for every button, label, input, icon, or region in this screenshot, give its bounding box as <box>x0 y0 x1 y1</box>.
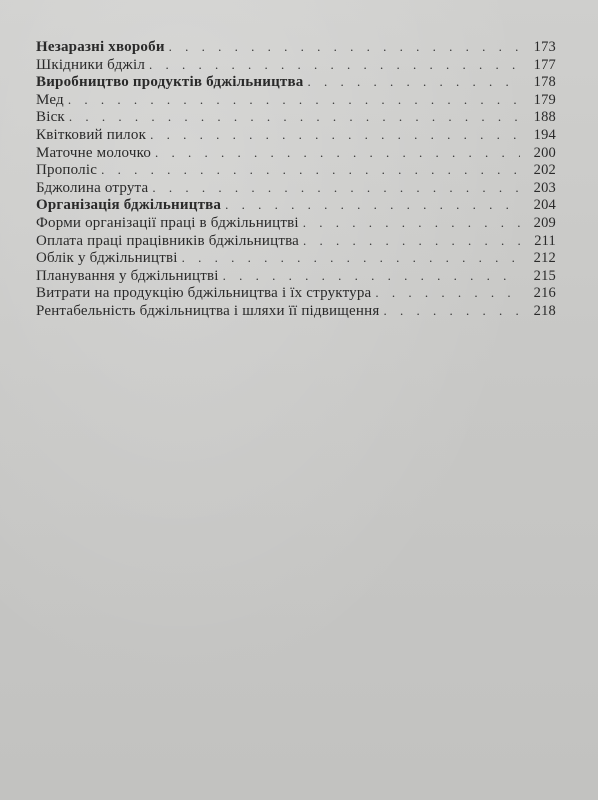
toc-entry-title: Планування у бджільництві <box>36 267 219 284</box>
dot-leader <box>182 249 520 267</box>
toc-entry-page: 179 <box>533 91 556 108</box>
toc-entry-page: 177 <box>533 56 556 73</box>
toc-entry-bee-pests <box>36 56 556 74</box>
dot-leader <box>308 73 520 91</box>
toc-entry-accounting <box>36 249 556 267</box>
toc-entry-page: 216 <box>533 285 556 302</box>
dot-leader <box>149 56 520 74</box>
toc-entry-title: Виробництво продуктів бджільництва <box>36 74 304 91</box>
toc-entry-page: 209 <box>533 214 556 231</box>
toc-entry-page: 211 <box>534 232 556 249</box>
toc-entry-wax <box>36 108 556 126</box>
toc-entry-title: Шкідники бджіл <box>36 56 146 73</box>
dot-leader <box>375 284 520 302</box>
toc-entry-beekeeping-organization <box>36 196 556 214</box>
toc-entry-page: 173 <box>533 39 556 55</box>
toc-entry-page: 218 <box>533 302 556 319</box>
toc-entry-bee-products <box>36 73 556 91</box>
toc-entry-title: Рентабельність бджільництва і шляхи її підвищення <box>36 302 380 319</box>
toc-entry-title: Витрати на продукцію бджільництва і їх структура <box>36 285 372 302</box>
dot-leader <box>152 179 520 197</box>
toc-entry-page: 178 <box>533 74 556 91</box>
toc-entry-bee-venom <box>36 179 556 197</box>
toc-entry-pollen <box>36 126 556 144</box>
toc-entry-royal-jelly <box>36 144 556 162</box>
toc-entry-title: Бджолина отрута <box>36 179 149 196</box>
toc-entry-labor-pay <box>36 232 556 250</box>
dot-leader <box>223 267 520 285</box>
dot-leader <box>169 38 520 56</box>
toc-entry-title: Незаразні хвороби <box>36 39 165 55</box>
toc-entry-page: 212 <box>533 250 556 267</box>
toc-entry-page: 204 <box>533 197 556 214</box>
toc-entry-page: 202 <box>533 162 556 179</box>
toc-entry-page: 194 <box>533 126 556 143</box>
table-of-contents <box>36 38 556 320</box>
toc-entry-title: Прополіс <box>36 162 98 179</box>
toc-entry-title: Оплата праці працівників бджільництва <box>36 232 300 249</box>
toc-entry-page: 215 <box>533 267 556 284</box>
dot-leader <box>155 144 520 162</box>
toc-entry-title: Віск <box>36 109 65 126</box>
toc-entry-title: Форми організації праці в бджільництві <box>36 214 299 231</box>
toc-entry-labor-forms <box>36 214 556 232</box>
dot-leader <box>303 214 520 232</box>
toc-entry-propolis <box>36 161 556 179</box>
toc-entry-title: Квітковий пилок <box>36 126 147 143</box>
dot-leader <box>383 302 520 320</box>
toc-entry-honey <box>36 91 556 109</box>
dot-leader <box>101 161 520 179</box>
toc-entry-production-costs <box>36 284 556 302</box>
dot-leader <box>69 108 520 126</box>
toc-entry-title: Організація бджільництва <box>36 197 222 214</box>
toc-entry-title: Маточне молочко <box>36 144 152 161</box>
toc-entry-title: Облік у бджільництві <box>36 250 178 267</box>
toc-entry-page: 203 <box>533 179 556 196</box>
dot-leader <box>150 126 520 144</box>
toc-entry-page: 188 <box>533 109 556 126</box>
toc-entry-noncontagious-diseases <box>36 38 556 56</box>
dot-leader <box>68 91 520 109</box>
dot-leader <box>303 232 520 250</box>
toc-entry-profitability <box>36 302 556 320</box>
toc-entry-planning <box>36 267 556 285</box>
toc-entry-page: 200 <box>533 144 556 161</box>
dot-leader <box>225 196 520 214</box>
toc-entry-title: Мед <box>36 91 64 108</box>
